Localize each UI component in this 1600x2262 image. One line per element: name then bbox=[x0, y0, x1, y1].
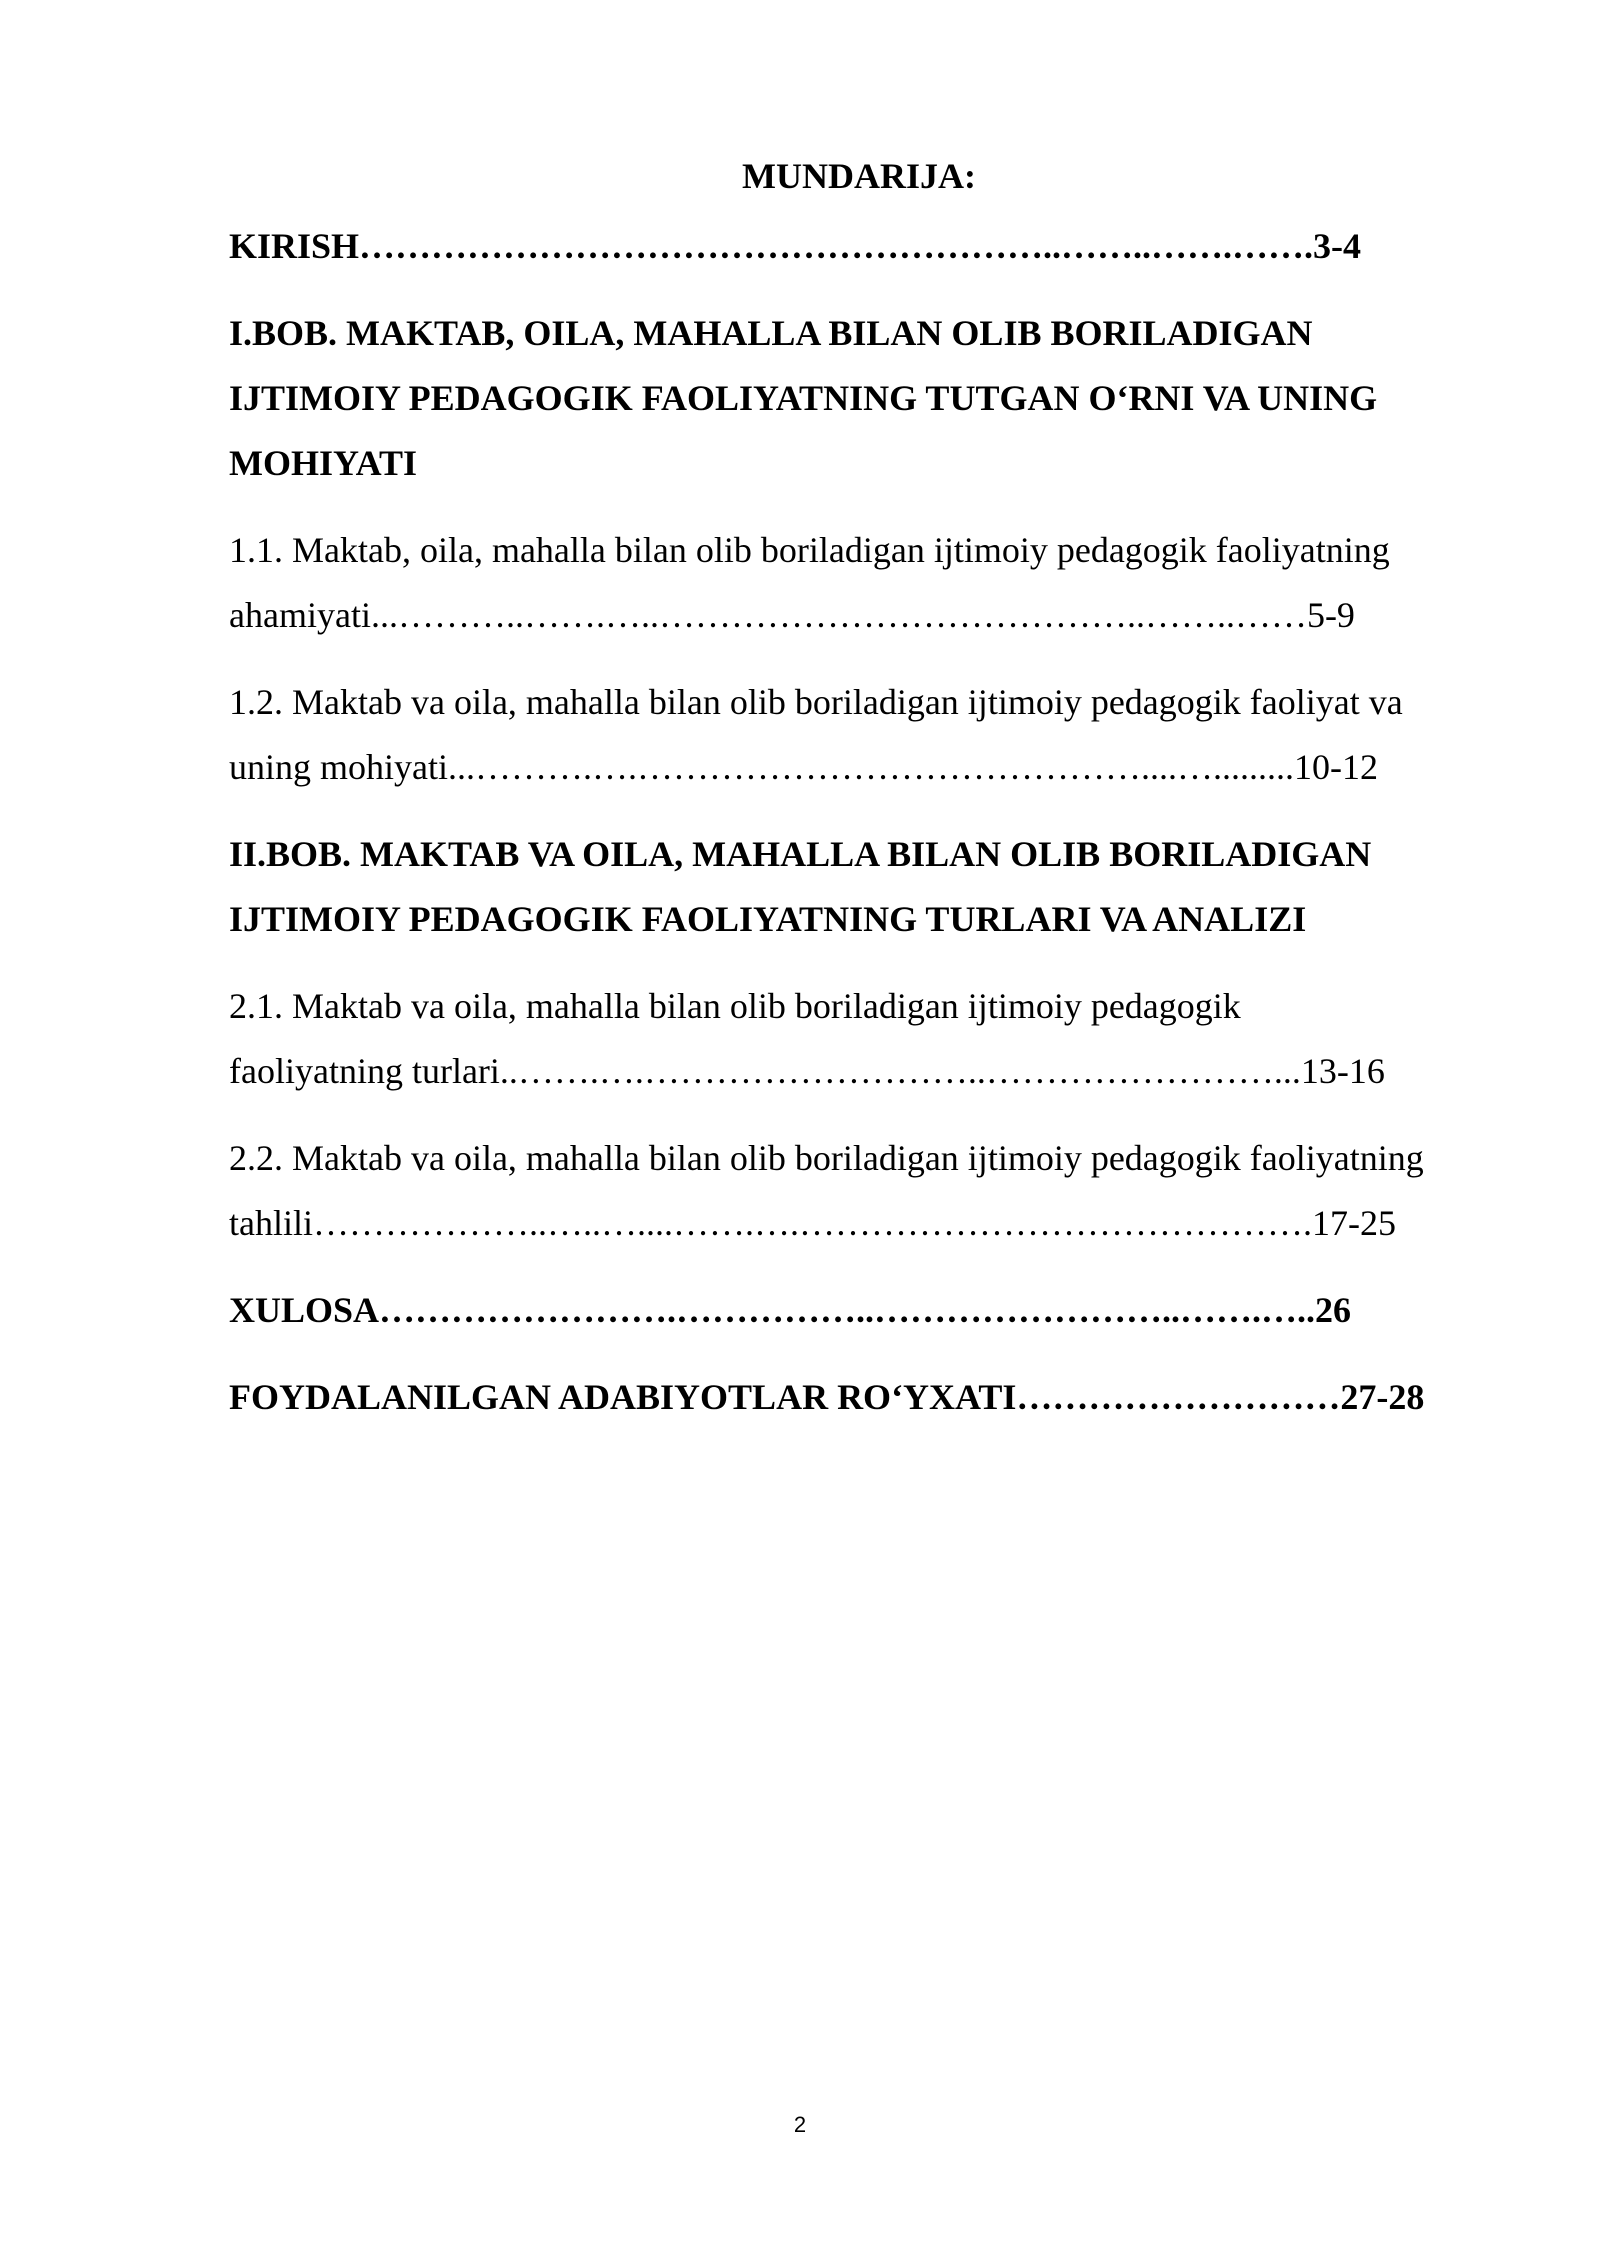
toc-line: II.BOB. MAKTAB VA OILA, MAHALLA BILAN OLIB BORILADIGAN bbox=[229, 834, 1372, 874]
toc-line: 1.1. Maktab, oila, mahalla bilan olib boriladigan ijtimoiy pedagogik faoliyatning bbox=[229, 530, 1390, 570]
toc-line: MOHIYATI bbox=[229, 443, 418, 483]
toc-line: uning mohiyati...……….….……………………………………....….........10-12 bbox=[229, 747, 1378, 787]
toc-line: FOYDALANILGAN ADABIYOTLAR RO‘YXATI………………………27-28 bbox=[229, 1377, 1425, 1417]
toc-entry-chapter-2 bbox=[229, 822, 1489, 952]
toc-line: IJTIMOIY PEDAGOGIK FAOLIYATNING TUTGAN O‘RNI VA UNING bbox=[229, 378, 1378, 418]
toc-entry-section-1-1 bbox=[229, 518, 1489, 648]
toc-line: tahlili………………..…..…....…….….…………………………………….17-25 bbox=[229, 1203, 1396, 1243]
toc-entry-section-2-2 bbox=[229, 1126, 1489, 1256]
toc-entry-section-2-1 bbox=[229, 974, 1489, 1104]
toc-line: IJTIMOIY PEDAGOGIK FAOLIYATNING TURLARI VA ANALIZI bbox=[229, 899, 1307, 939]
toc-entry-references bbox=[229, 1365, 1489, 1430]
toc-line: 2.2. Maktab va oila, mahalla bilan olib boriladigan ijtimoiy pedagogik faoliyatning bbox=[229, 1138, 1424, 1178]
toc-line: 2.1. Maktab va oila, mahalla bilan olib boriladigan ijtimoiy pedagogik bbox=[229, 986, 1241, 1026]
toc-line: faoliyatning turlari..…….….………………………..……………………...13-16 bbox=[229, 1051, 1385, 1091]
page-number: 2 bbox=[793, 2112, 807, 2137]
page-title: MUNDARIJA: bbox=[742, 156, 976, 196]
toc-line: XULOSA…………………….……………..……………………..…….…..26 bbox=[229, 1290, 1352, 1330]
table-of-contents bbox=[229, 150, 1489, 1430]
toc-line: KIRISH…………………………………………………..……..…….…….3-4 bbox=[229, 226, 1362, 266]
toc-entry-chapter-1 bbox=[229, 301, 1489, 496]
toc-line: 1.2. Maktab va oila, mahalla bilan olib boriladigan ijtimoiy pedagogik faoliyat va bbox=[229, 682, 1403, 722]
toc-line: ahamiyati...………..…….…..…………………………………..……..……5-9 bbox=[229, 595, 1355, 635]
toc-entry-kirish bbox=[229, 214, 1489, 279]
toc-entry-section-1-2 bbox=[229, 670, 1489, 800]
toc-entry-xulosa bbox=[229, 1278, 1489, 1343]
toc-line: I.BOB. MAKTAB, OILA, MAHALLA BILAN OLIB BORILADIGAN bbox=[229, 313, 1313, 353]
